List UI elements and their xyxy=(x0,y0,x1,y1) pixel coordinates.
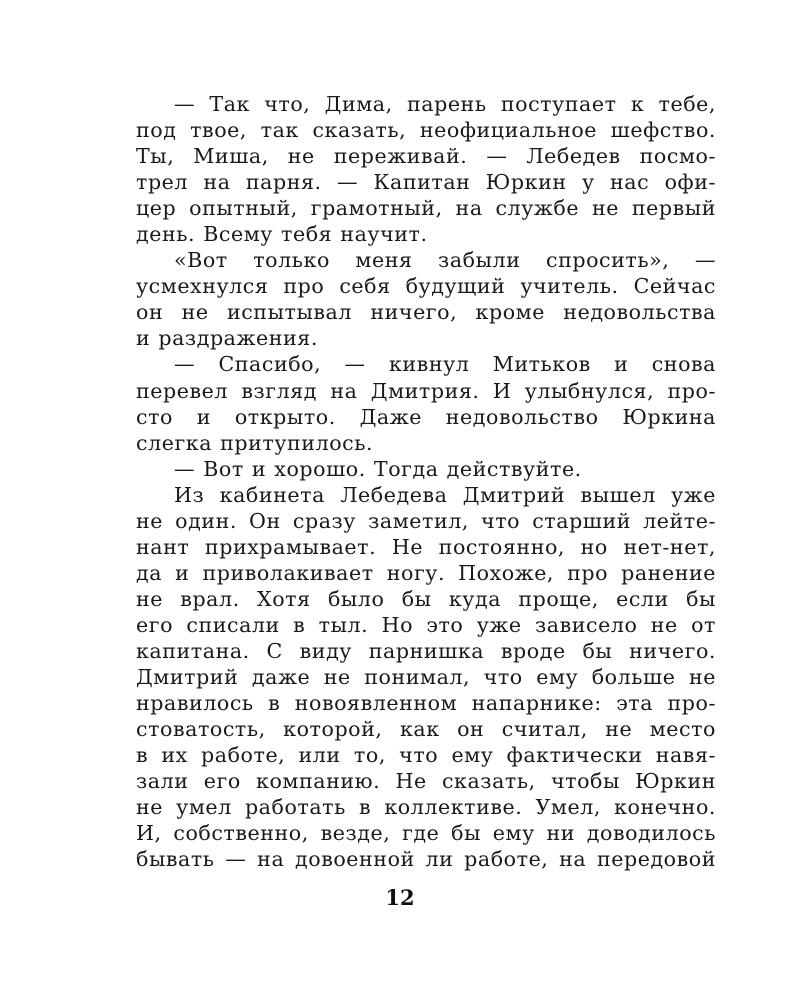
text-line: цер опытный, грамотный, на службе не первый xyxy=(136,196,716,221)
text-line: не один. Он сразу заметил, что старший лейте- xyxy=(136,508,716,533)
text-line: бывать — на довоенной ли работе, на передовой xyxy=(136,847,716,872)
text-line: под твое, так сказать, неофициальное шефство. xyxy=(136,118,716,143)
text-line: стоватость, которой, как он считал, не место xyxy=(136,717,716,742)
paragraph xyxy=(136,456,716,482)
text-line: день. Всему тебя научит. xyxy=(136,222,428,247)
text-line: сто и открыто. Даже недовольство Юркина xyxy=(136,404,716,429)
text-line: не умел работать в коллективе. Умел, конечно. xyxy=(136,795,716,820)
text-line: он не испытывал ничего, кроме недовольства xyxy=(136,300,716,325)
paragraph xyxy=(136,247,716,351)
text-line: зали его компанию. Не сказать, чтобы Юркин xyxy=(136,769,716,794)
text-line: перевел взгляд на Дмитрия. И улыбнулся, про- xyxy=(136,378,716,403)
text-line: и раздражения. xyxy=(136,326,318,351)
text-line: — Спасибо, — кивнул Митьков и снова xyxy=(174,352,716,377)
text-line: Дмитрий даже не понимал, что ему больше не xyxy=(136,665,716,690)
text-line: да и приволакивает ногу. Похоже, про ранение xyxy=(136,560,716,585)
text-line: не врал. Хотя было бы куда проще, если бы xyxy=(136,586,716,611)
text-line: его списали в тыл. Но это уже зависело не от xyxy=(136,612,716,637)
text-line: Ты, Миша, не переживай. — Лебедев посмо- xyxy=(136,144,716,169)
text-line: усмехнулся про себя будущий учитель. Сейчас xyxy=(136,274,716,299)
text-line: трел на парня. — Капитан Юркин у нас офи- xyxy=(136,170,716,195)
paragraph xyxy=(136,91,716,247)
page-number: 12 xyxy=(385,885,415,910)
body-text xyxy=(136,91,716,872)
text-line: в их работе, или то, что ему фактически навя- xyxy=(136,743,716,768)
text-line: И, собственно, везде, где бы ему ни доводилось xyxy=(136,821,716,846)
text-line: слегка притупилось. xyxy=(136,430,374,455)
text-line: нант прихрамывает. Не постоянно, но нет-нет, xyxy=(136,534,716,559)
paragraph xyxy=(136,482,716,873)
text-line: — Вот и хорошо. Тогда действуйте. xyxy=(174,456,582,481)
text-line: «Вот только меня забыли спросить», — xyxy=(174,248,716,273)
text-line: Из кабинета Лебедева Дмитрий вышел уже xyxy=(174,482,716,507)
paragraph xyxy=(136,351,716,455)
text-line: — Так что, Дима, парень поступает к тебе, xyxy=(174,92,716,116)
text-line: нравилось в новоявленном напарнике: эта про- xyxy=(136,691,716,716)
text-line: капитана. С виду парнишка вроде бы ничего. xyxy=(136,638,716,663)
